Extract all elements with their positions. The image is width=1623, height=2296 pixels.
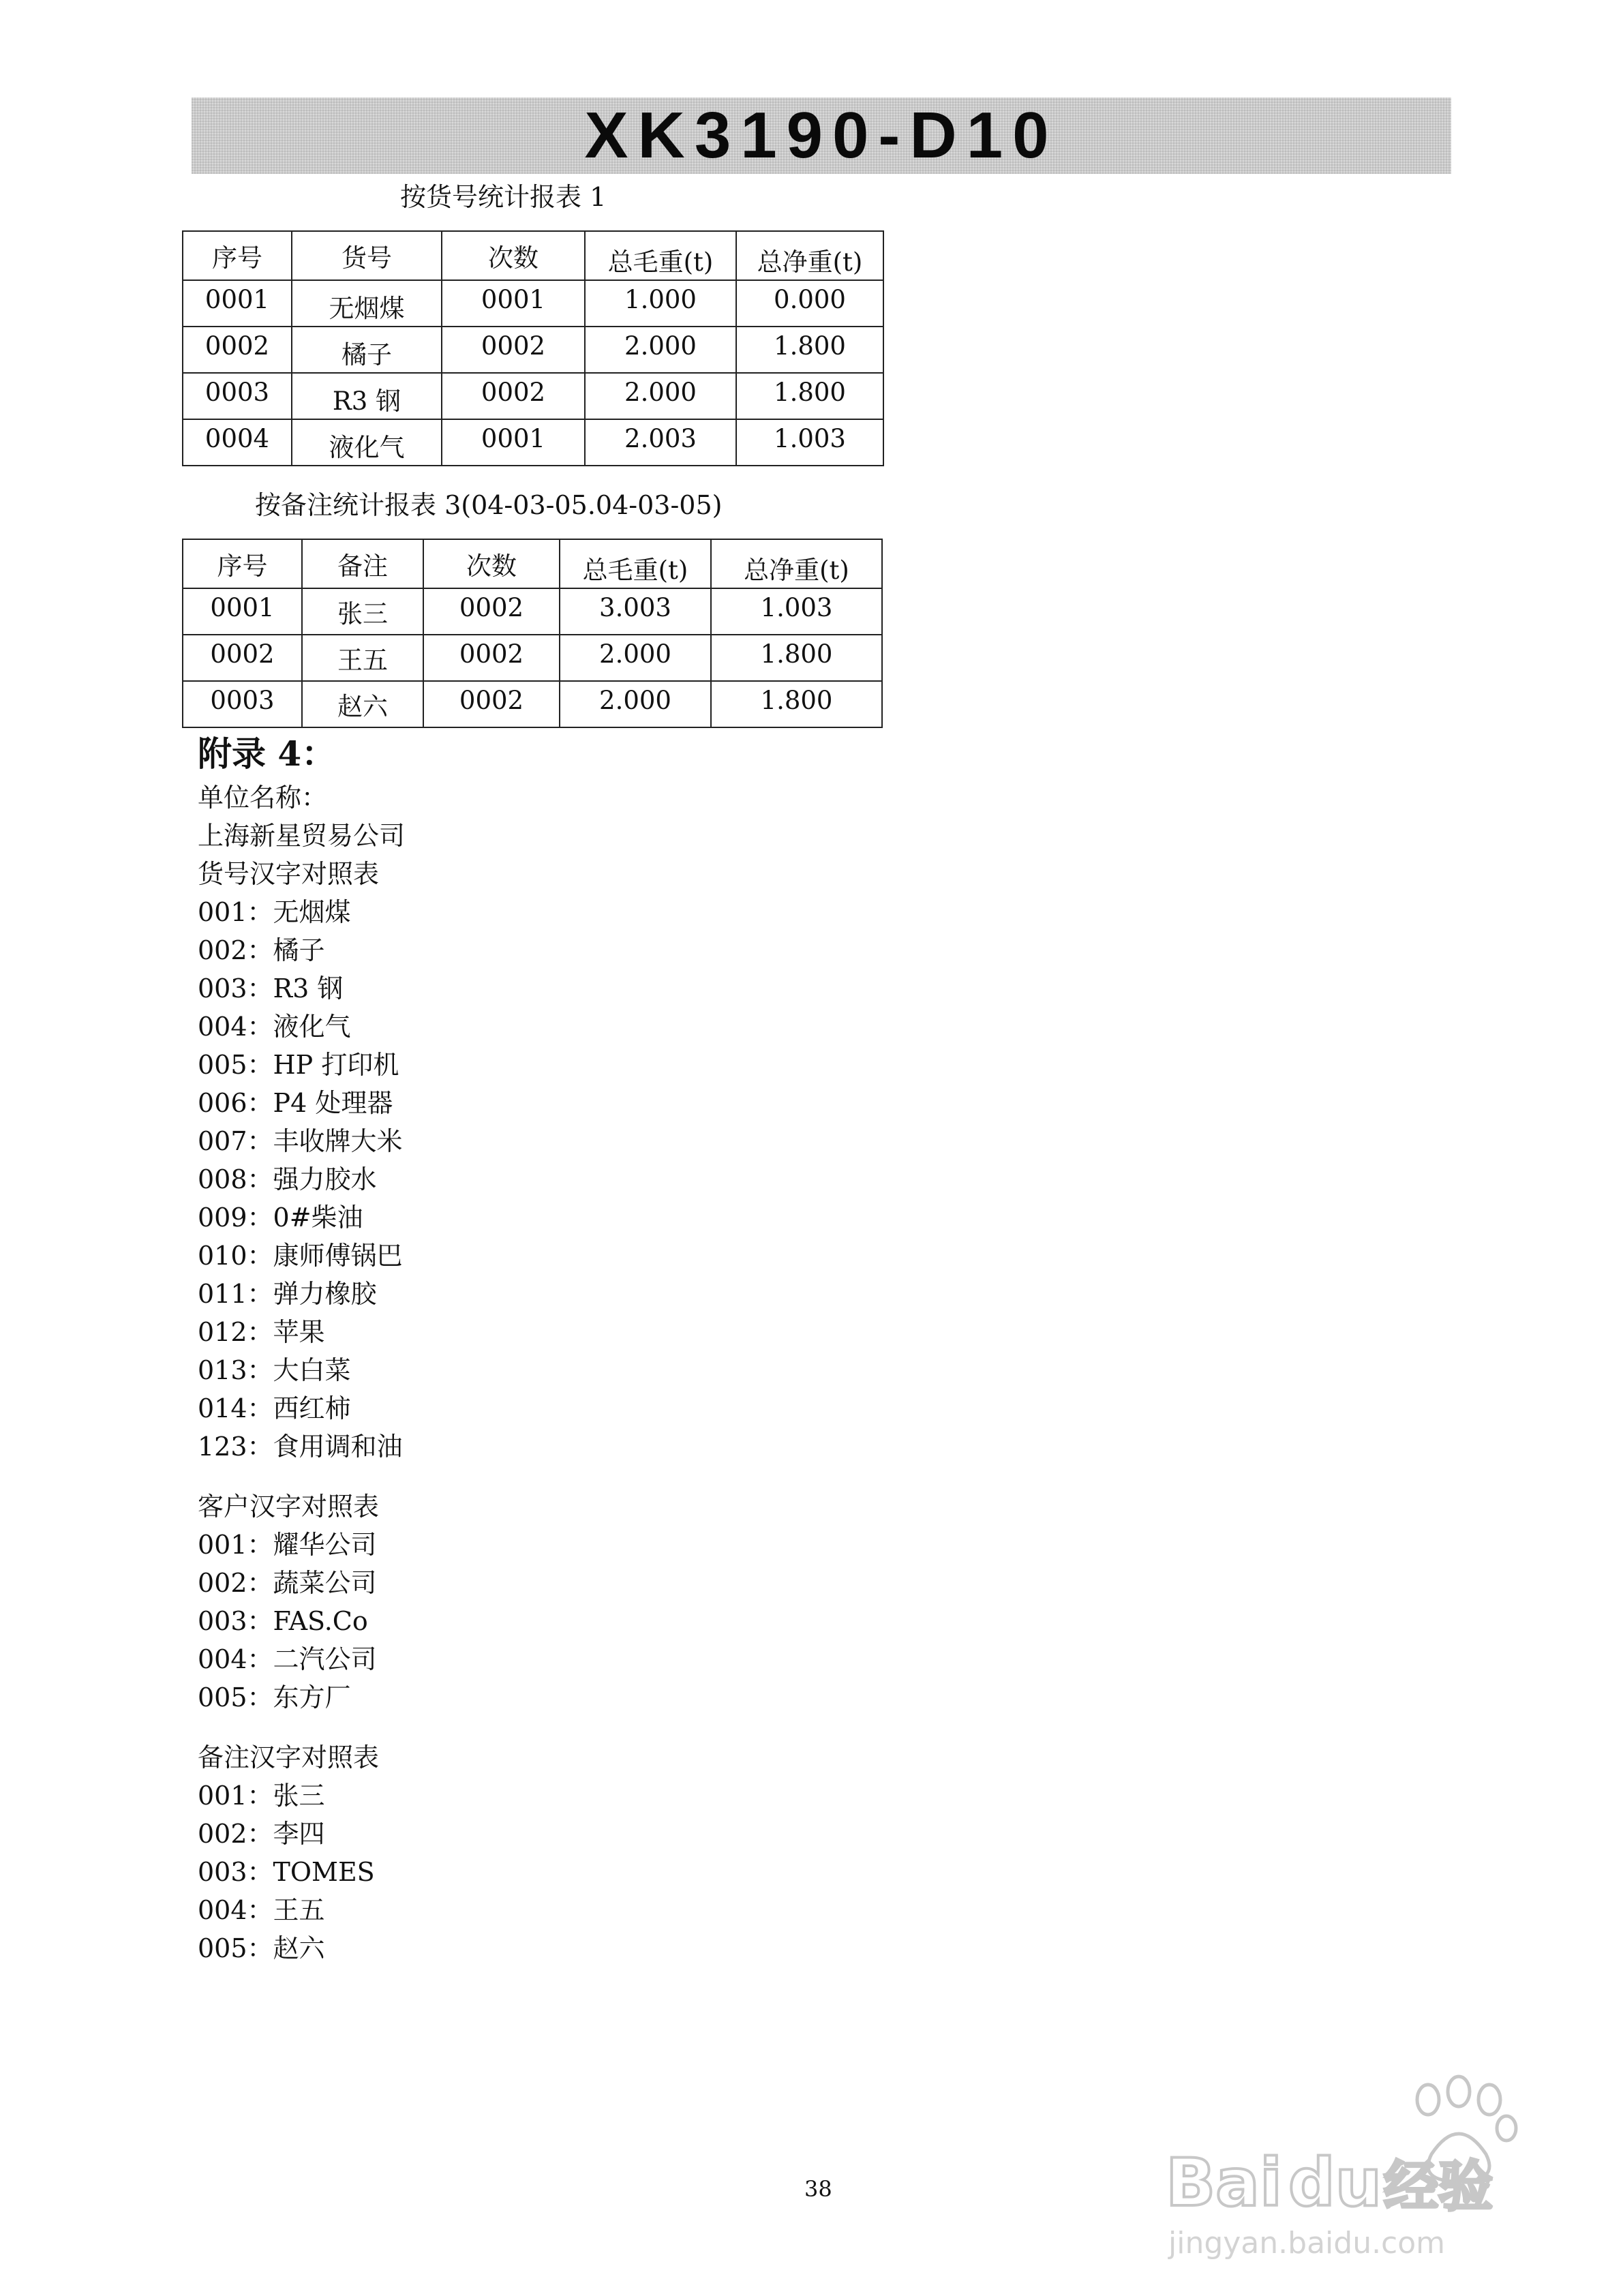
list-item: 004：二汽公司 [198, 1644, 377, 1674]
header-cell: 序号 [183, 231, 292, 280]
company-name: 上海新星贸易公司 [198, 821, 406, 851]
list-item: 001：耀华公司 [198, 1530, 377, 1560]
table-cell: 2.000 [560, 635, 711, 681]
table-cell: 0002 [183, 635, 302, 681]
page-title: XK3190-D10 [584, 99, 1059, 172]
table-cell: 张三 [302, 588, 423, 635]
list-item: 014：西红柿 [198, 1393, 351, 1423]
notes-table-title: 备注汉字对照表 [198, 1742, 380, 1772]
unit-label: 单位名称： [198, 783, 328, 813]
table-cell: 液化气 [292, 419, 442, 466]
list-item: 009：0#柴油 [198, 1203, 363, 1233]
table-cell: 1.800 [736, 327, 883, 373]
table-cell: 0001 [183, 280, 292, 327]
table-cell: 1.800 [711, 635, 882, 681]
table-cell: 王五 [302, 635, 423, 681]
list-item: 003：R3 钢 [198, 973, 344, 1003]
table-cell: 0001 [442, 419, 585, 466]
header-cell: 总净重(t) [736, 231, 883, 280]
header-cell: 总毛重(t) [585, 231, 736, 280]
table-cell: 1.003 [736, 419, 883, 466]
table-cell: 0002 [442, 373, 585, 419]
table-cell: 1.800 [711, 681, 882, 727]
table-row [183, 373, 883, 419]
list-item: 003：FAS.Co [198, 1606, 368, 1636]
table-cell: 0002 [442, 327, 585, 373]
table-cell: 0002 [423, 635, 560, 681]
header-cell: 总净重(t) [711, 539, 882, 588]
title-banner [192, 97, 1451, 174]
list-item: 004：王五 [198, 1895, 325, 1925]
table-cell: 0001 [442, 280, 585, 327]
header-cell: 次数 [423, 539, 560, 588]
table-cell: 0003 [183, 681, 302, 727]
table-row [183, 588, 882, 635]
header-cell: 序号 [183, 539, 302, 588]
goods-report-table [182, 230, 884, 466]
header-cell: 次数 [442, 231, 585, 280]
table-cell: 3.003 [560, 588, 711, 635]
table-cell: 0002 [423, 588, 560, 635]
svg-text:du: du [1288, 2145, 1382, 2221]
list-item: 005：东方厂 [198, 1682, 351, 1712]
svg-text:Bai: Bai [1166, 2145, 1282, 2221]
header-cell: 货号 [292, 231, 442, 280]
table-cell: 赵六 [302, 681, 423, 727]
table-header-row [183, 539, 882, 588]
list-item: 010：康师傅锅巴 [198, 1241, 403, 1271]
list-item: 004：液化气 [198, 1012, 351, 1042]
table1-caption: 按货号统计报表 1 [400, 182, 607, 212]
table-row [183, 681, 882, 727]
table-row [183, 419, 883, 466]
header-cell: 备注 [302, 539, 423, 588]
list-item: 002：李四 [198, 1819, 325, 1849]
list-item: 007：丰收牌大米 [198, 1126, 403, 1156]
table-cell: 0001 [183, 588, 302, 635]
watermark-url: jingyan.baidu.com [1168, 2226, 1446, 2261]
notes-report-table [182, 539, 883, 728]
page-number: 38 [804, 2176, 832, 2202]
svg-text:经验: 经验 [1384, 2155, 1493, 2218]
table-row [183, 327, 883, 373]
table-cell: 无烟煤 [292, 280, 442, 327]
customers-table-title: 客户汉字对照表 [198, 1492, 380, 1522]
table-cell: 橘子 [292, 327, 442, 373]
list-item: 013：大白菜 [198, 1355, 351, 1385]
table-row [183, 635, 882, 681]
header-cell: 总毛重(t) [560, 539, 711, 588]
list-item: 123：食用调和油 [198, 1432, 403, 1462]
table-cell: 0003 [183, 373, 292, 419]
list-item: 005：HP 打印机 [198, 1050, 399, 1080]
appendix-section [198, 729, 405, 1967]
table2-caption: 按备注统计报表 3(04-03-05.04-03-05) [255, 490, 723, 520]
goods-table-title: 货号汉字对照表 [198, 859, 380, 889]
list-item: 012：苹果 [198, 1317, 325, 1347]
list-item: 001：张三 [198, 1781, 325, 1811]
table-row [183, 280, 883, 327]
table-cell: 2.000 [585, 373, 736, 419]
table-cell: 2.000 [585, 327, 736, 373]
table-header-row [183, 231, 883, 280]
table-cell: R3 钢 [292, 373, 442, 419]
list-item: 005：赵六 [198, 1933, 325, 1963]
table-cell: 2.003 [585, 419, 736, 466]
appendix-heading: 附录 4： [198, 734, 336, 774]
list-item: 006：P4 处理器 [198, 1088, 393, 1118]
table-cell: 0.000 [736, 280, 883, 327]
list-item: 002：橘子 [198, 935, 325, 965]
table-cell: 1.003 [711, 588, 882, 635]
list-item: 003：TOMES [198, 1857, 375, 1887]
table-cell: 1.000 [585, 280, 736, 327]
table-cell: 2.000 [560, 681, 711, 727]
table-cell: 0002 [183, 327, 292, 373]
list-item: 008：强力胶水 [198, 1164, 377, 1194]
list-item: 001：无烟煤 [198, 897, 351, 927]
table-cell: 1.800 [736, 373, 883, 419]
list-item: 002：蔬菜公司 [198, 1568, 377, 1598]
baidu-watermark-logo [1159, 2052, 1541, 2263]
table-cell: 0004 [183, 419, 292, 466]
list-item: 011：弹力橡胶 [198, 1279, 377, 1309]
table-cell: 0002 [423, 681, 560, 727]
